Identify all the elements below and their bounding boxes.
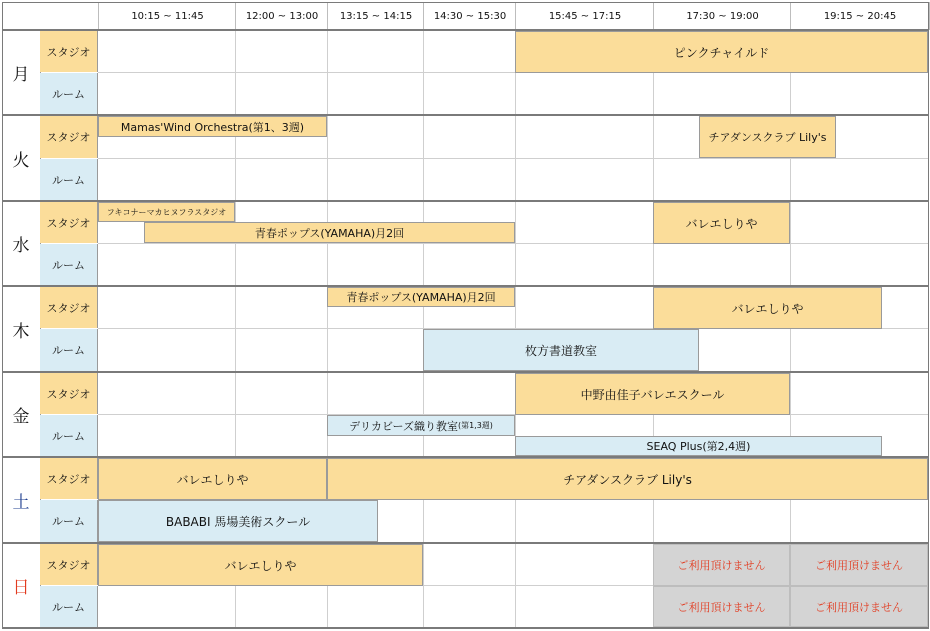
row-label-room: ルーム bbox=[40, 159, 98, 200]
day-label-thu: 木 bbox=[2, 287, 41, 371]
event-sat-room-bababi-art[interactable]: BABABI 馬場美術スクール bbox=[98, 500, 378, 542]
row-label-studio: スタジオ bbox=[40, 31, 98, 72]
time-header-6: 17:30 ~ 19:00 bbox=[653, 2, 791, 30]
grid-line bbox=[98, 243, 928, 244]
row-label-room: ルーム bbox=[40, 329, 98, 371]
row-label-studio: スタジオ bbox=[40, 287, 98, 328]
event-tue-studio-mamas-wind[interactable]: Mamas'Wind Orchestra(第1、3週) bbox=[98, 116, 327, 137]
row-label-room: ルーム bbox=[40, 73, 98, 114]
grid-line bbox=[98, 158, 928, 159]
event-thu-studio-ballet[interactable]: バレエしりや bbox=[653, 287, 882, 329]
time-header-2: 12:00 ~ 13:00 bbox=[235, 2, 328, 30]
day-label-fri: 金 bbox=[2, 373, 41, 456]
day-label-tue: 火 bbox=[2, 116, 41, 200]
event-wed-studio-ballet[interactable]: バレエしりや bbox=[653, 202, 790, 244]
event-mon-studio-pink-child[interactable]: ピンクチャイルド bbox=[515, 31, 928, 73]
event-wed-studio-hula[interactable]: フキコナーマカヒヌフラスタジオ bbox=[98, 202, 235, 222]
event-thu-studio-seishun-pops[interactable]: 青春ポップス(YAMAHA)月2回 bbox=[327, 287, 515, 307]
event-fri-studio-nakano-ballet[interactable]: 中野由佳子バレエスクール bbox=[515, 373, 790, 415]
row-label-room: ルーム bbox=[40, 586, 98, 627]
unavailable-cell: ご利用頂けません bbox=[790, 544, 928, 586]
time-header-5: 15:45 ~ 17:15 bbox=[515, 2, 654, 30]
row-label-studio: スタジオ bbox=[40, 458, 98, 499]
row-label-studio: スタジオ bbox=[40, 202, 98, 243]
time-header-4: 14:30 ~ 15:30 bbox=[423, 2, 516, 30]
event-fri-room-derica-beads[interactable] bbox=[327, 415, 515, 436]
row-label-room: ルーム bbox=[40, 500, 98, 542]
row-label-room: ルーム bbox=[40, 244, 98, 285]
event-wed-studio-seishun-pops[interactable]: 青春ポップス(YAMAHA)月2回 bbox=[144, 222, 515, 243]
unavailable-cell: ご利用頂けません bbox=[653, 586, 790, 627]
time-header-3: 13:15 ~ 14:15 bbox=[327, 2, 424, 30]
row-label-room: ルーム bbox=[40, 415, 98, 456]
unavailable-cell: ご利用頂けません bbox=[653, 544, 790, 586]
day-label-sun: 日 bbox=[2, 544, 41, 627]
event-sat-studio-ballet[interactable]: バレエしりや bbox=[98, 458, 327, 500]
day-separator bbox=[2, 627, 928, 629]
row-label-studio: スタジオ bbox=[40, 373, 98, 414]
event-thu-room-calligraphy[interactable]: 枚方書道教室 bbox=[423, 329, 699, 371]
day-label-wed: 水 bbox=[2, 202, 41, 285]
event-fri-room-seaq-plus[interactable]: SEAQ Plus(第2,4週) bbox=[515, 436, 882, 456]
day-label-mon: 月 bbox=[2, 31, 41, 114]
row-label-studio: スタジオ bbox=[40, 116, 98, 158]
event-sun-studio-ballet[interactable]: バレエしりや bbox=[98, 544, 423, 586]
event-note: (第1,3週) bbox=[457, 421, 493, 430]
event-sat-studio-cheer-dance[interactable]: チアダンスクラブ Lily's bbox=[327, 458, 928, 500]
event-tue-studio-cheer-dance[interactable]: チアダンスクラブ Lily's bbox=[699, 116, 836, 158]
unavailable-cell: ご利用頂けません bbox=[790, 586, 928, 627]
row-label-studio: スタジオ bbox=[40, 544, 98, 585]
time-header-7: 19:15 ~ 20:45 bbox=[790, 2, 930, 30]
event-title: デリカビーズ織り教室 bbox=[349, 419, 458, 433]
time-header-1: 10:15 ~ 11:45 bbox=[98, 2, 236, 30]
day-label-sat: 土 bbox=[2, 458, 41, 542]
